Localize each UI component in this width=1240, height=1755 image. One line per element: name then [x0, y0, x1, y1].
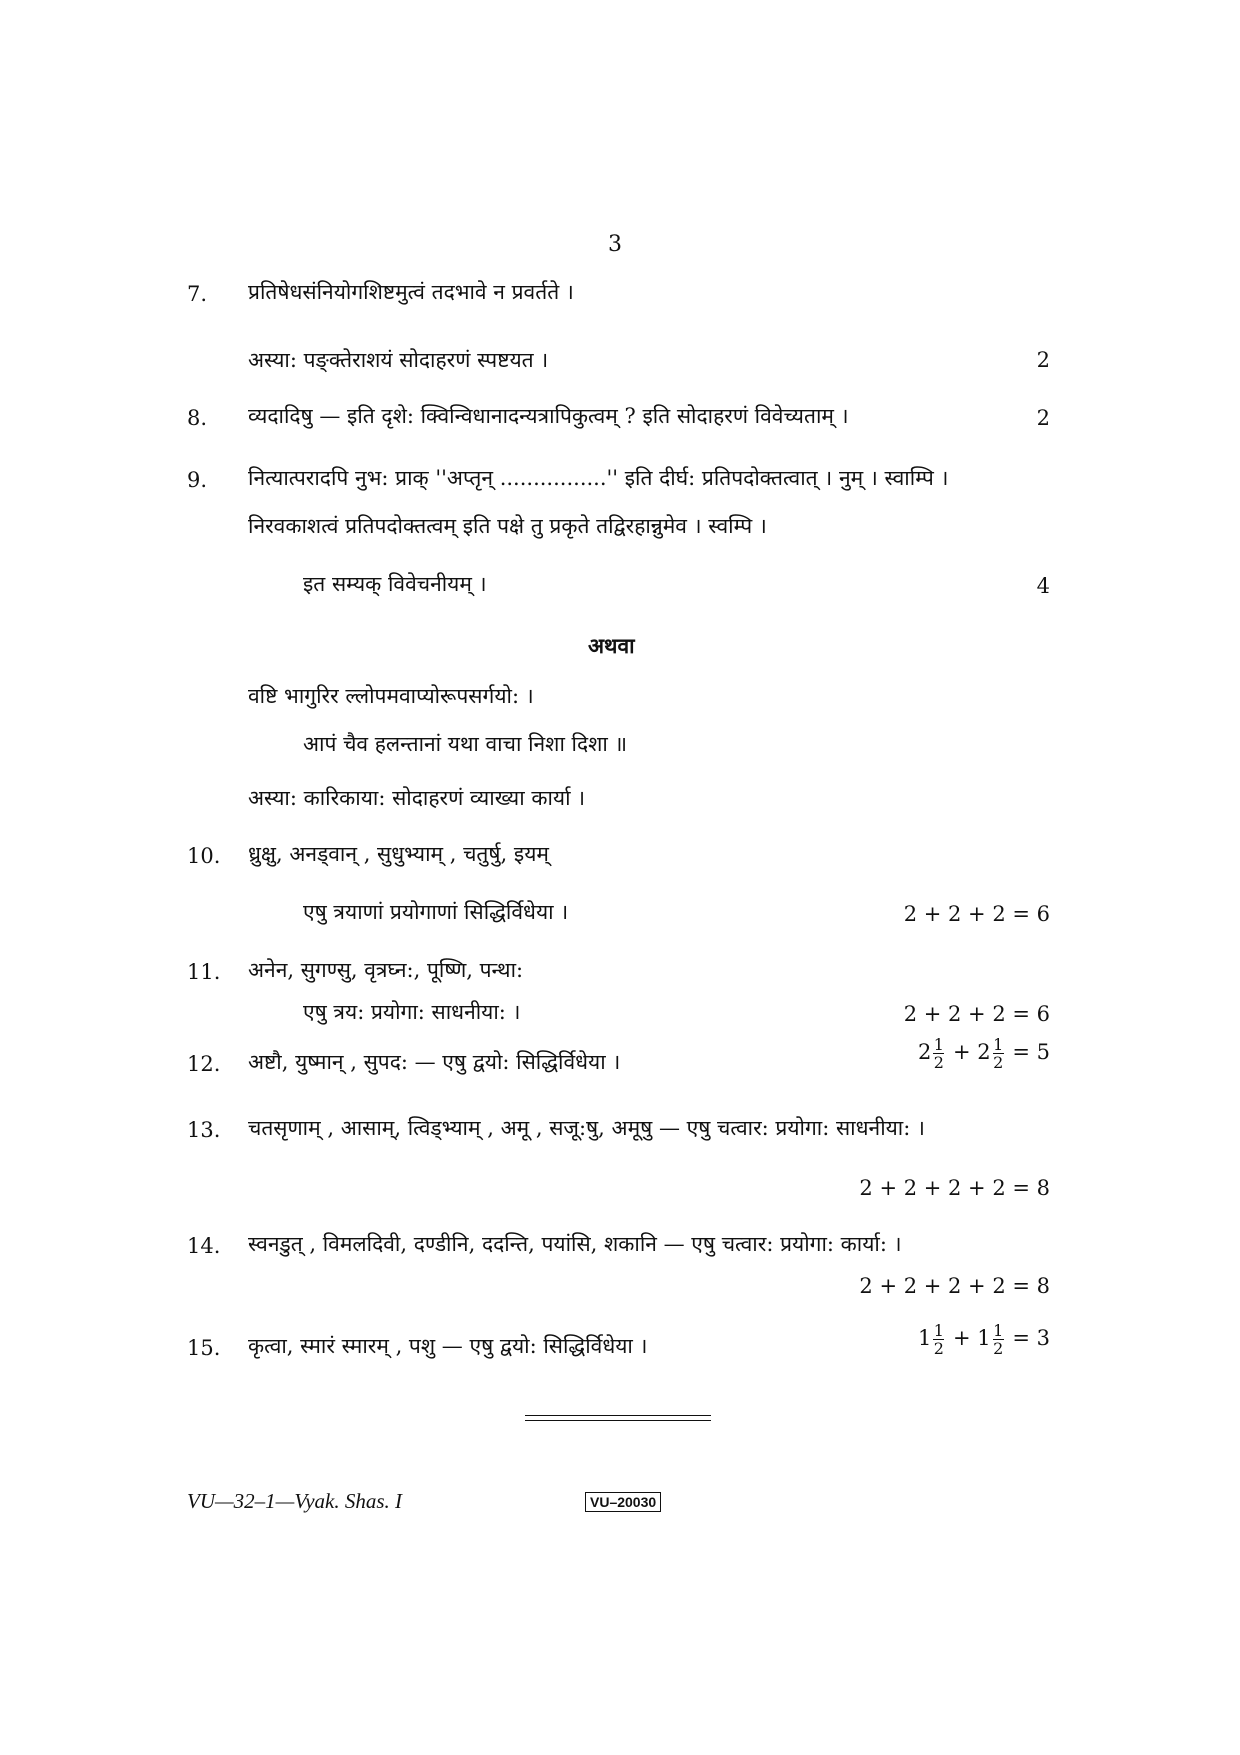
question-15-number: 15. [187, 1336, 221, 1360]
or-heading: अथवा [588, 633, 635, 658]
question-9-marks: 4 [1036, 574, 1050, 598]
footer-paper-code: VU—32–1—Vyak. Shas. I [187, 1489, 403, 1513]
question-11-line-2: एषु त्रय: प्रयोगा: साधनीया: । [303, 1000, 521, 1024]
half-fraction: $\frac{1}{2}$ [993, 1321, 1004, 1358]
question-9-line-1: नित्यात्परादपि नुभ: प्राक् ''अप्तृन् ................'' इति दीर्घ: प्रतिपदोक्तत्वात् । नुम् । स्वाम्पि । [248, 466, 949, 490]
question-12-line-1: अष्टौ, युष्मान् , सुपद: — एषु द्वयो: सिद्धिर्विधेया । [248, 1050, 621, 1074]
question-12-whole-2: + 2 [953, 1040, 991, 1064]
question-7-marks: 2 [1036, 348, 1050, 372]
question-15-line-1: कृत्वा, स्मारं स्मारम् , पशु — एषु द्वयो: सिद्धिर्विधेया । [248, 1334, 648, 1358]
divider-rule-top [525, 1415, 711, 1416]
question-15-whole-1: 1 [917, 1326, 932, 1350]
question-11-line-1: अनेन, सुगण्सु, वृत्रघ्न:, पूष्णि, पन्था: [248, 958, 524, 982]
question-14-marks: 2 + 2 + 2 + 2 = 8 [859, 1274, 1050, 1298]
question-8-line-1: व्यदादिषु — इति दृशे: क्विन्विधानादन्यत्रापिकुत्वम् ? इति सोदाहरणं विवेच्यताम् । [248, 404, 849, 428]
question-14-line-1: स्वनडुत् , विमलदिवी, दण्डीनि, ददन्ति, पयांसि, शकानि — एषु चत्वार: प्रयोगा: कार्या: । [248, 1232, 902, 1256]
question-7-number: 7. [187, 282, 208, 306]
question-11-marks: 2 + 2 + 2 = 6 [903, 1002, 1050, 1026]
question-15-marks [918, 1322, 1050, 1357]
or-verse-line-1: वष्टि भागुरिर ल्लोपमवाप्योरूपसर्गयो: । [248, 684, 534, 708]
question-8-number: 8. [187, 406, 208, 430]
divider-rule-bottom [525, 1420, 711, 1421]
question-15-whole-2: + 1 [953, 1326, 991, 1350]
page-number: 3 [608, 232, 622, 257]
question-13-marks: 2 + 2 + 2 + 2 = 8 [859, 1176, 1050, 1200]
question-9-number: 9. [187, 468, 208, 492]
question-8-marks: 2 [1036, 406, 1050, 430]
question-10-line-1: ध्रुक्षु, अनड्वान् , सुधुभ्याम् , चतुर्षु, इयम् [248, 842, 549, 866]
question-12-number: 12. [187, 1052, 221, 1076]
question-9-line-2: निरवकाशत्वं प्रतिपदोक्तत्वम् इति पक्षे तु प्रकृते तद्विरहान्नुमेव । स्वम्पि । [248, 514, 767, 538]
question-10-number: 10. [187, 844, 221, 868]
question-7-line-1: प्रतिषेधसंनियोगशिष्टमुत्वं तदभावे न प्रवर्तते । [248, 280, 574, 304]
or-instruction: अस्या: कारिकाया: सोदाहरणं व्याख्या कार्या । [248, 786, 586, 810]
question-11-number: 11. [187, 960, 221, 984]
question-9-line-3: इत सम्यक् विवेचनीयम् । [303, 572, 487, 596]
half-fraction: $\frac{1}{2}$ [993, 1035, 1004, 1072]
half-fraction: $\frac{1}{2}$ [933, 1035, 944, 1072]
question-13-line-1: चतसृणाम् , आसाम्, त्विड्भ्याम् , अमू , सजू:षु, अमूषु — एषु चत्वार: प्रयोगा: साधनीया: । [248, 1116, 925, 1140]
question-12-marks [918, 1036, 1050, 1071]
question-7-line-2: अस्या: पङ्क्तेराशयं सोदाहरणं स्पष्टयत । [248, 348, 549, 372]
question-14-number: 14. [187, 1234, 221, 1258]
footer-boxed-code: VU–20030 [585, 1492, 661, 1512]
question-15-total: = 3 [1012, 1326, 1050, 1350]
question-12-whole-1: 2 [917, 1040, 932, 1064]
half-fraction: $\frac{1}{2}$ [933, 1321, 944, 1358]
question-12-total: = 5 [1012, 1040, 1050, 1064]
question-10-line-2: एषु त्रयाणां प्रयोगाणां सिद्धिर्विधेया । [303, 900, 569, 924]
or-verse-line-2: आपं चैव हलन्तानां यथा वाचा निशा दिशा ॥ [303, 732, 628, 756]
question-10-marks: 2 + 2 + 2 = 6 [903, 902, 1050, 926]
question-13-number: 13. [187, 1118, 221, 1142]
